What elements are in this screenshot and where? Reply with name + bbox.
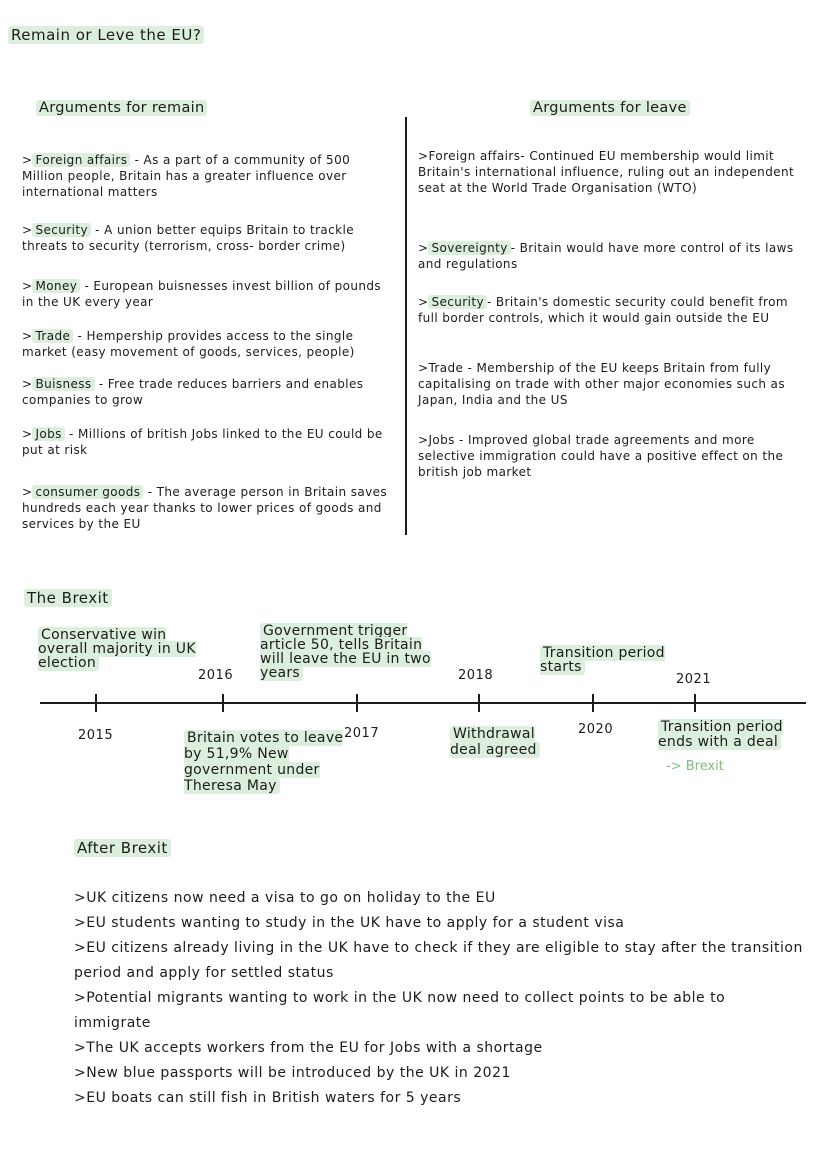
page-title: Remain or Leve the EU?: [8, 26, 204, 44]
after-list: [74, 886, 804, 1111]
brexit-arrow-label: -> Brexit: [666, 759, 724, 774]
list-item: >EU boats can still fish in British waters for 5 years: [74, 1090, 462, 1106]
event-2020: Transition period starts: [540, 645, 665, 675]
event-2021: Transition period ends with a deal: [658, 719, 783, 750]
leave-item: >Jobs - Improved global trade agreements and more selective immigration could have a positive effect on the british job market: [418, 433, 784, 479]
list-item: >UK citizens now need a visa to go on holiday to the EU: [74, 890, 496, 906]
remain-heading: Arguments for remain: [36, 100, 207, 116]
remain-item: > Buisness - Free trade reduces barriers and enables companies to grow: [22, 377, 364, 407]
tick-2018: [478, 694, 480, 712]
list-item: >EU citizens already living in the UK have to check if they are eligible to stay after the transition period and apply for settled status: [74, 940, 803, 981]
leave-item: >Foreign affairs- Continued EU membership would limit Britain's international influence, ruling out an independent seat at the World Trade Organisation (WTO): [418, 149, 795, 195]
tick-2017: [356, 694, 358, 712]
year-2015-label: 2015: [78, 728, 114, 743]
year-2020-label: 2020: [578, 722, 614, 737]
remain-item: > Security - A union better equips Britain to trackle threats to security (terrorism, cross- border crime): [22, 223, 355, 253]
tick-2015: [95, 694, 97, 712]
leave-item: > Security - Britain's domestic security could benefit from full border controls, which it would gain outside the EU: [418, 295, 788, 325]
leave-heading: Arguments for leave: [530, 100, 690, 116]
list-item: >Potential migrants wanting to work in the UK now need to collect points to be able to immigrate: [74, 990, 726, 1031]
remain-item: > Money - European buisnesses invest billion of pounds in the UK every year: [22, 279, 382, 309]
year-2017-label: 2017: [344, 726, 380, 741]
remain-item: > consumer goods - The average person in Britain saves hundreds each year thanks to lower prices of goods and services by the EU: [22, 485, 388, 531]
list-item: >EU students wanting to study in the UK have to apply for a student visa: [74, 915, 625, 931]
event-2016: Britain votes to leave by 51,9% New government under Theresa May: [184, 730, 344, 794]
tick-2016: [222, 694, 224, 712]
leave-item: >Trade - Membership of the EU keeps Britain from fully capitalising on trade with other major economies such as Japan, India and the US: [418, 361, 785, 407]
remain-item: > Jobs - Millions of british Jobs linked to the EU could be put at risk: [22, 427, 383, 457]
remain-item: > Foreign affairs - As a part of a community of 500 Million people, Britain has a greater influence over international matters: [22, 153, 351, 199]
list-item: >The UK accepts workers from the EU for Jobs with a shortage: [74, 1040, 543, 1056]
list-item: >New blue passports will be introduced by the UK in 2021: [74, 1065, 511, 1081]
year-2016-label: 2016: [198, 668, 234, 683]
timeline-axis: [40, 702, 806, 704]
column-divider: [405, 117, 407, 535]
timeline-heading: The Brexit: [24, 589, 112, 607]
tick-2020: [592, 694, 594, 712]
after-heading: After Brexit: [74, 839, 171, 857]
year-2018-label: 2018: [458, 668, 494, 683]
event-2017: Government trigger article 50, tells Britain will leave the EU in two years: [260, 623, 431, 681]
event-2018: Withdrawal deal agreed: [450, 726, 560, 758]
leave-item: > Sovereignty - Britain would have more control of its laws and regulations: [418, 241, 794, 271]
remain-item: > Trade - Hempership provides access to the single market (easy movement of goods, services, people): [22, 329, 355, 359]
year-2021-label: 2021: [676, 672, 712, 687]
event-2015: Conservative win overall majority in UK election: [38, 627, 196, 671]
tick-2021: [694, 694, 696, 712]
